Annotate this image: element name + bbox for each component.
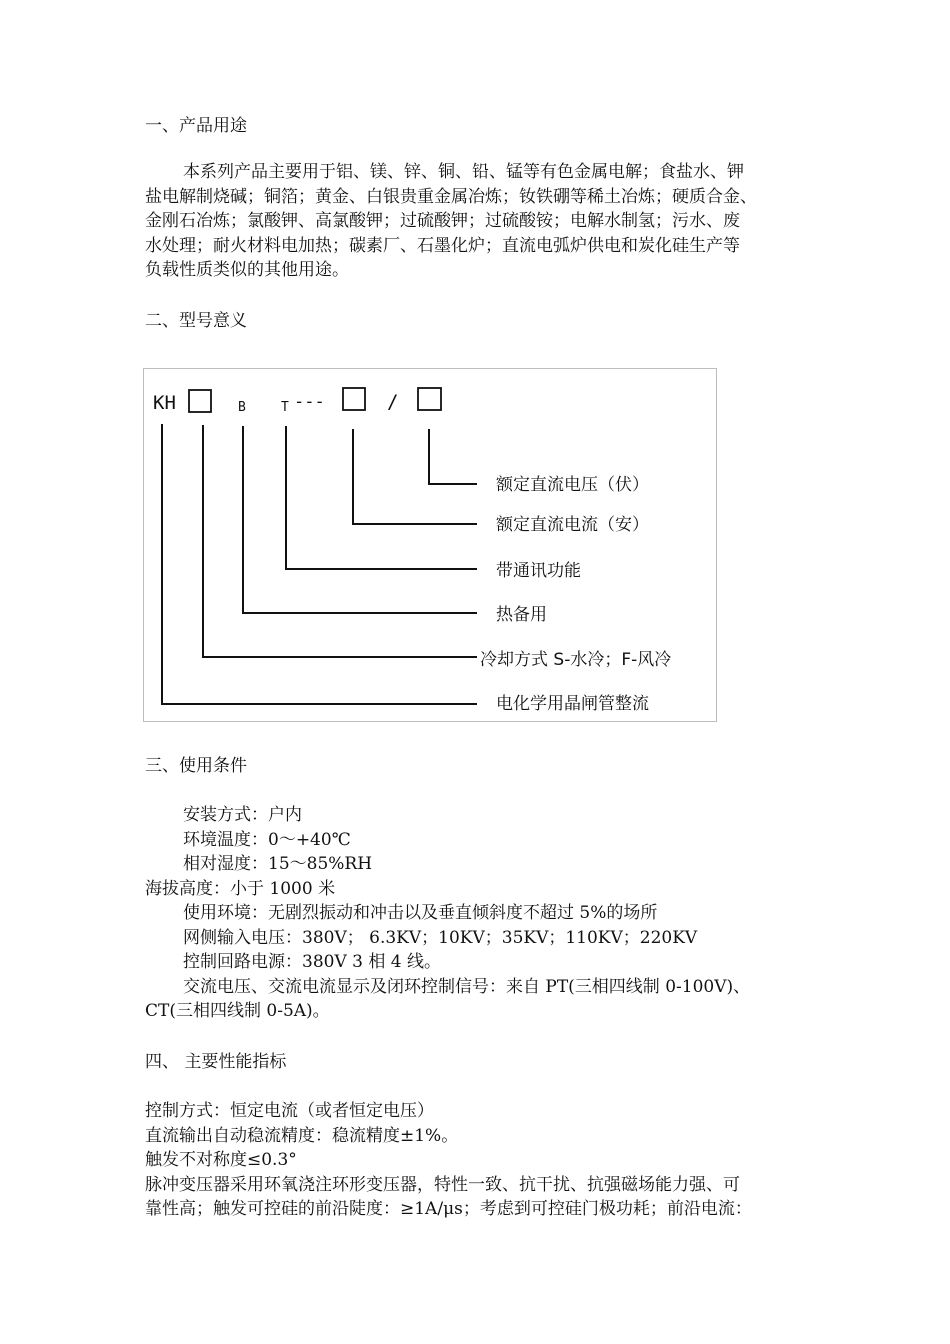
label-hot-standby: 热备用 [496,605,547,625]
performance-line: 靠性高；触发可控硅的前沿陡度：≥1A/μs；考虑到可控硅门极功耗；前沿电流： [145,1199,752,1219]
paragraph-line: 水处理；耐火材料电加热；碳素厂、石墨化炉；直流电弧炉供电和炭化硅生产等 [145,235,740,256]
condition-line: 环境温度：0～+40℃ [183,829,351,850]
leader-line-standby [243,426,477,613]
section-heading-model: 二、型号意义 [145,311,247,331]
diagram-leader-lines [162,424,477,704]
label-rectifier: 电化学用晶闸管整流 [496,694,649,714]
condition-line: 使用环境：无剧烈振动和冲击以及垂直倾斜度不超过 5%的场所 [183,903,658,923]
condition-line: 海拔高度：小于 1000 米 [145,878,336,899]
leader-line-comm [286,426,477,569]
diagram-dashes: --- [294,392,325,412]
label-rated-voltage: 额定直流电压（伏） [496,475,649,495]
performance-line: 触发不对称度≤0.3° [145,1150,297,1170]
diagram-t: T [281,400,289,415]
performance-line: 直流输出自动稳流精度：稳流精度±1%。 [145,1125,459,1146]
performance-list [145,1099,752,1222]
label-cooling: 冷却方式 S-水冷；F-风冷 [480,650,672,670]
diagram-box-2 [343,388,365,410]
diagram-box-1 [189,390,211,412]
paragraph-line: 盐电解制烧碱；铜箔；黄金、白银贵重金属冶炼；钕铁硼等稀土冶炼；硬质合金、 [145,186,757,207]
label-communication: 带通讯功能 [496,561,581,581]
condition-line: 控制回路电源：380V 3 相 4 线。 [183,952,441,972]
condition-line: 相对湿度：15～85%RH [183,854,373,874]
leader-line-cooling [203,425,477,657]
condition-line: CT(三相四线制 0-5A)。 [145,1001,330,1021]
diagram-prefix: KH [153,392,176,414]
model-designation-diagram [143,368,717,722]
paragraph-line: 金刚石冶炼；氯酸钾、高氯酸钾；过硫酸钾；过硫酸铵；电解水制氢；污水、废 [145,211,740,231]
performance-line: 控制方式：恒定电流（或者恒定电压） [145,1101,434,1121]
performance-line: 脉冲变压器采用环氧浇注环形变压器，特性一致、抗干扰、抗强磁场能力强、可 [145,1174,740,1195]
label-rated-current: 额定直流电流（安） [496,515,649,535]
leader-line-current [353,429,477,524]
paragraph-line: 负载性质类似的其他用途。 [145,260,349,280]
paragraph-line: 本系列产品主要用于铝、镁、锌、铜、铅、锰等有色金属电解；食盐水、钾 [183,162,744,182]
purpose-paragraph [145,160,757,283]
section-heading-conditions: 三、使用条件 [145,756,247,776]
condition-line: 网侧输入电压：380V； 6.3KV；10KV；35KV；110KV；220KV [183,927,698,948]
condition-line: 交流电压、交流电流显示及闭环控制信号：来自 PT(三相四线制 0-100V)、 [183,976,751,997]
leader-line-voltage [429,429,477,484]
section-heading-purpose: 一、产品用途 [145,116,247,136]
conditions-list [145,803,750,1024]
diagram-box-3 [418,388,441,410]
condition-line: 安装方式：户内 [183,805,302,825]
diagram-b: B [238,400,246,415]
diagram-slash: / [387,391,399,413]
section-heading-performance: 四、 主要性能指标 [145,1052,287,1072]
